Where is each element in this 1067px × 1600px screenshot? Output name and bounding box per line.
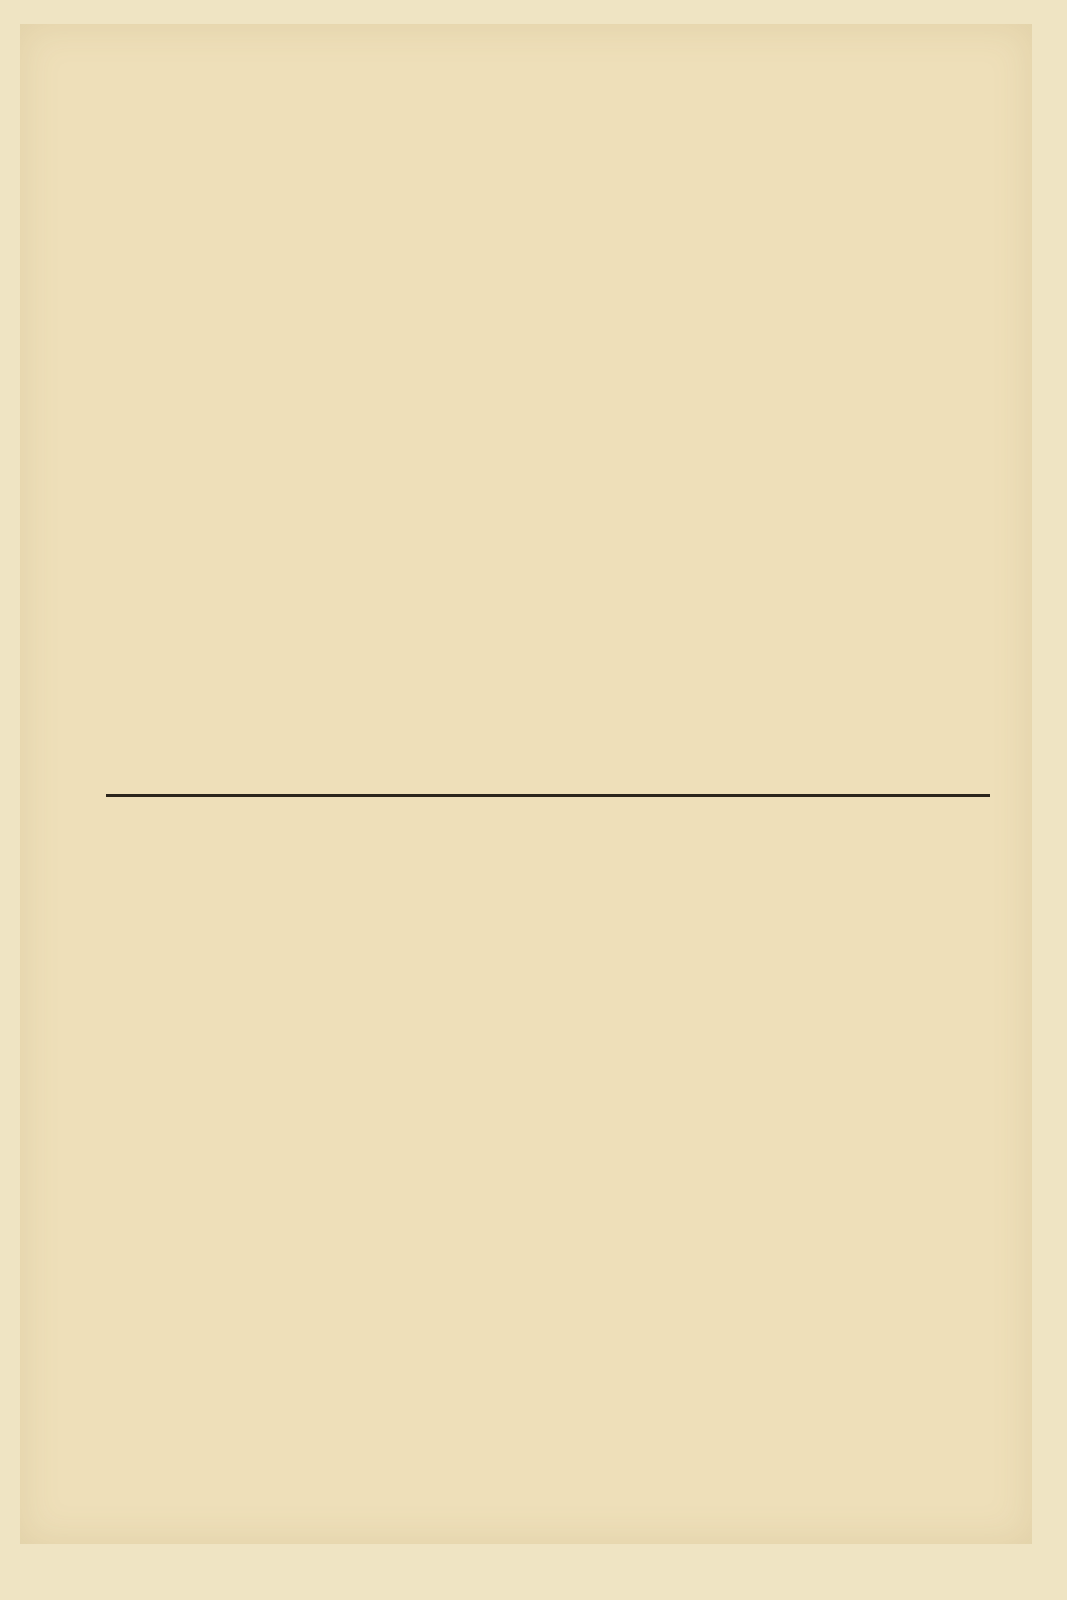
upper-text-block xyxy=(80,90,1000,780)
section-divider xyxy=(106,794,990,797)
document-page xyxy=(20,24,1032,1544)
lower-text-block xyxy=(80,824,1000,1474)
